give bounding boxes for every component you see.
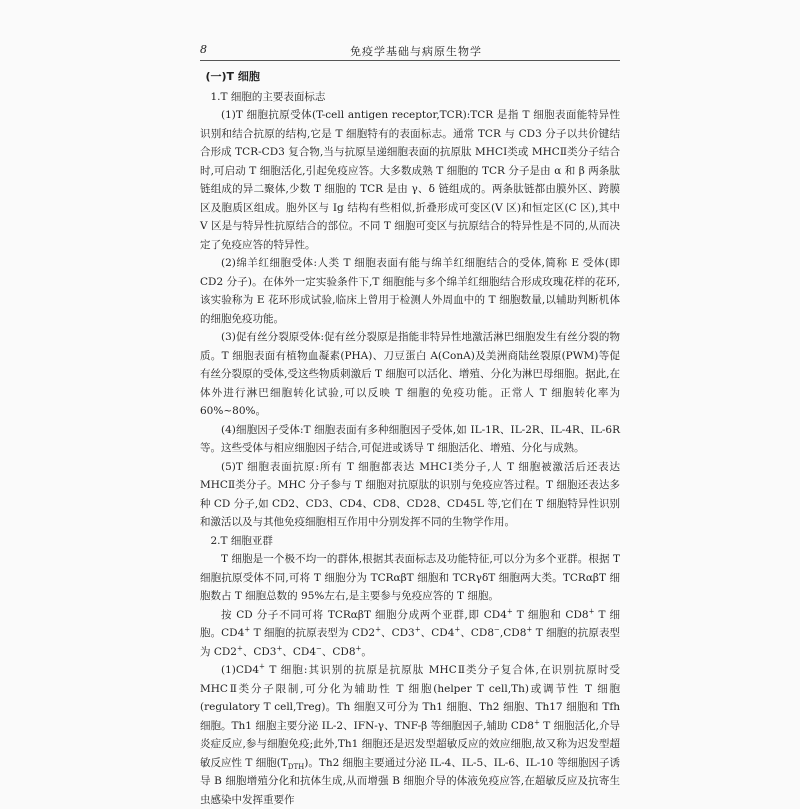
sup-plus: + [236,644,243,652]
text-run: 、CD3 [242,645,277,658]
text-run: )。Th2 细胞主要通过分泌 IL-4、IL-5、IL-6、IL-10 等细胞因子诱导 B 细胞增殖分化和抗体生成,从而增强 B 细胞介导的体液免疫应答,在超敏反应及抗寄生虫感染中发挥重要作 [200,756,620,806]
text-run: T 细胞。CD4 [200,608,620,639]
sup-plus: + [355,644,362,652]
sup-plus: + [454,625,461,634]
subsection-heading-2: 2.T 细胞亚群 [210,534,273,547]
text-run: T 细胞:其识别的抗原是抗原肽 MHCⅡ类分子复合体,在识别抗原时受 MHCⅡ类分子限制,可分化为辅助性 T 细胞(helper T cell,Th)或调节性 T 细胞(regulatory T cell,Treg)。Th 细胞又可分为 Th1 细胞、Th2 细胞、Th17 细胞和 Tfh 细胞。Th1 细胞主要分泌 IL-2、IFN-γ、TNF-β 等细胞因子,辅助 CD8 [200,664,620,732]
text-run: (1)CD4 [221,664,260,676]
paragraph-cd4-t-cell [200,661,620,809]
sup-minus: − [316,644,322,652]
paragraph-cd-subsets [200,606,620,662]
text-run: 、CD4 [282,645,317,658]
body-text [200,68,620,809]
sup-plus: + [588,607,595,615]
text-run: T 细胞的抗原表型为 CD2 [200,627,621,658]
running-title: 免疫学基础与病原生物学 [350,45,482,58]
text-run: T 细胞和 CD8 [512,608,589,621]
subsection-heading-1: 1.T 细胞的主要表面标志 [210,90,326,103]
sup-plus: + [526,625,533,634]
paragraph-tcr: (1)T 细胞抗原受体(T-cell antigen receptor,TCR):TCR 是指 T 细胞表面能特异性识别和结合抗原的结构,它是 T 细胞特有的表面标志。通常 TCR 与 CD3 分子以共价键结合形成 TCR-CD3 复合物,当与抗原呈递细胞表面的抗原肽 MHCⅠ类或 MHCⅡ类分子结合时,可启动 T 细胞活化,引起免疫应答。大多数成熟 T 细胞的 TCR 分子是由 α 和 β 两条肽链组成的异二聚体,少数 T 细胞的 TCR 是由 γ、δ 链组成的。两条肽链都由膜外区、跨膜区及胞质区组成。胞外区与 Ig 结构有些相似,折叠形成可变区(V 区)和恒定区(C 区),其中 V 区是与特异性抗原结合的部位。不同 T 细胞可变区与抗原结合的特异性是不同的,从而决定了免疫应答的特异性。 [200,109,620,251]
text-run: 按 CD 分子不同可将 TCRαβT 细胞分成两个亚群,即 CD4 [221,608,507,621]
sup-plus: + [506,607,513,615]
sup-plus: + [534,718,540,726]
text-run: 、CD3 [380,627,415,639]
paragraph-subsets: T 细胞是一个极不均一的群体,根据其表面标志及功能特征,可以分为多个亚群。根据 T 细胞抗原受体不同,可将 T 细胞分为 TCRαβT 细胞和 TCRγδT 细胞两大类。TCRαβT 细胞数占 T 细胞总数的 95%左右,是主要参与免疫应答的 T 细胞。 [200,553,620,602]
sup-plus: + [414,625,421,634]
text-run: 、CD8 [460,627,495,639]
text-run: 、CD8 [321,645,356,658]
sup-minus: − [494,625,500,634]
sup-plus: + [276,644,283,652]
sup-plus: + [375,625,381,634]
paragraph-cytokine-receptor: (4)细胞因子受体:T 细胞表面有多种细胞因子受体,如 IL-1R、IL-2R、IL-4R、IL-6R 等。这些受体与相应细胞因子结合,可促进或诱导 T 细胞活化、增殖、分化与成熟。 [200,423,620,454]
page-header [200,40,620,61]
sub-dth: DTH [287,762,305,771]
paragraph-mitogen-receptor: (3)促有丝分裂原受体:促有丝分裂原是指能非特异性地激活淋巴细胞发生有丝分裂的物质。T 细胞表面有植物血凝素(PHA)、刀豆蛋白 A(ConA)及美洲商陆丝裂原(PWM)等促有丝分裂原的受体,受这些物质刺激后 T 细胞可以活化、增殖、分化为淋巴母细胞。据此,在体外进行淋巴细胞转化试验,可以反映 T 细胞的免疫功能。正常人 T 细胞转化率为60%~80%。 [200,331,620,417]
text-run: ,CD8 [499,627,527,639]
text-run: 、CD4 [420,627,455,639]
sup-plus: + [259,662,265,671]
paragraph-e-receptor: (2)绵羊红细胞受体:人类 T 细胞表面有能与绵羊红细胞结合的受体,简称 E 受体(即 CD2 分子)。在体外一定实验条件下,T 细胞能与多个绵羊红细胞结合形成玫瑰花样的花环,该实验称为 E 花环形成试验,临床上曾用于检测人外周血中的 T 细胞数量,以辅助判断机体的细胞免疫功能。 [200,257,620,325]
page-number: 8 [200,43,207,56]
text-run: 。 [361,645,372,658]
section-heading: (一)T 细胞 [205,70,260,83]
text-run: T 细胞的抗原表型为 CD2 [250,627,376,639]
text-run: T 细胞活化,介导炎症反应,参与细胞免疫;此外,Th1 细胞还是迟发型超敏反应的效应细胞,故又称为迟发型超敏反应性 T 细胞(T [200,719,620,769]
sup-plus: + [244,625,251,634]
paragraph-surface-antigen: (5)T 细胞表面抗原:所有 T 细胞都表达 MHCⅠ类分子,人 T 细胞被激活后还表达 MHCⅡ类分子。MHC 分子参与 T 细胞对抗原肽的识别与免疫应答过程。T 细胞还表达多种 CD 分子,如 CD2、CD3、CD4、CD8、CD28、CD45L 等,它们在 T 细胞特异性识别和激活以及与其他免疫细胞相互作用中分别发挥不同的生物学作用。 [200,460,620,528]
